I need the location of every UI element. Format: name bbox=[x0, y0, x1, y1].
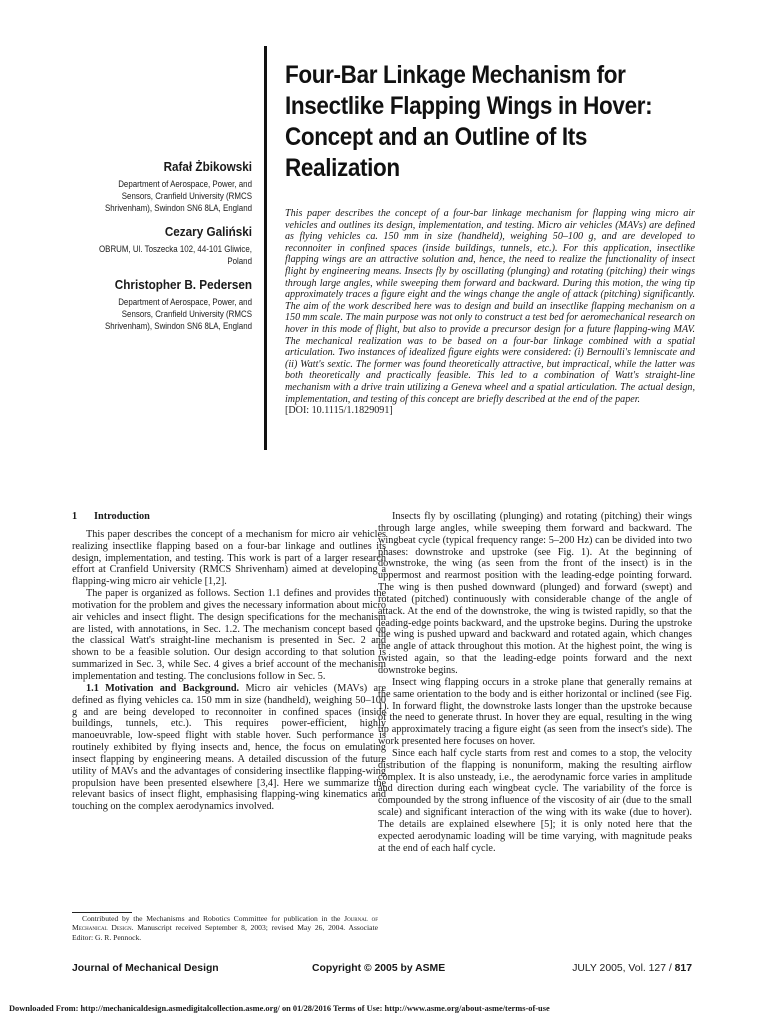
section-heading bbox=[72, 511, 386, 523]
body-column-left bbox=[72, 511, 386, 813]
body-paragraph: This paper describes the concept of a mechanism for micro air vehicles realizing insectlike flapping based on a four-bar linkage and outlines its design, implementation, and testing. This work is part of a larger research effort at Cranfield University (RMCS Shrivenham) aimed at developing a flapping-wing micro air vehicle [1,2]. bbox=[72, 528, 386, 588]
author-name: Rafał Żbikowski bbox=[163, 159, 252, 174]
subsection-paragraph bbox=[72, 683, 386, 813]
body-paragraph: Since each half cycle starts from rest and comes to a stop, the velocity distribution of the flapping is nonuniform, making the resulting airflow complex. It is also unsteady, i.e., the aerodynamic force varies in amplitude and direction during each wingbeat cycle. The variability of the force is compounded by the strong influence of the viscosity of air (due to the small scale) and significant interaction of the wing with its wake (due to hover). The details are explained elsewhere [5]; it is only noted here that the expected aerodynamic loading will be time varying, with magnitude peaks at the end of each half cycle. bbox=[378, 747, 692, 854]
author-entry bbox=[72, 158, 252, 214]
body-paragraph: The paper is organized as follows. Section 1.1 defines and provides the motivation for the problem and gives the necessary information about micro air vehicles and insect flight. The design specifications for the mechanism are listed, with annotations, in Sec. 1.2. The mechanism concept based on the classical Watt's straight-line mechanism is presented in Sec. 2 and shown to be a feasible solution. Our design according to that solution is summarized in Sec. 3, while Sec. 4 gives a brief account of the mechanism implementation and testing. The conclusions follow in Sec. 5. bbox=[72, 588, 386, 682]
author-affiliation: OBRUM, Ul. Toszecka 102, 44-101 Gliwice, Poland bbox=[99, 244, 252, 266]
body-column-right bbox=[378, 511, 692, 854]
download-notice: Downloaded From: http://mechanicaldesign.asmedigitalcollection.asme.org/ on 01/28/2016 Terms of Use: http://www.asme.org/about-asme/terms-of-use bbox=[9, 1004, 550, 1013]
page-number: 817 bbox=[674, 963, 692, 974]
footnote-text: Contributed by the Mechanisms and Robotics Committee for publication in the bbox=[82, 914, 345, 923]
footnote-text-end: . Manuscript received September 8, 2003; revised May 26, 2004. Associate Editor: G. R. Pennock. bbox=[72, 923, 378, 942]
footnote-rule bbox=[72, 912, 132, 913]
author-block bbox=[72, 158, 252, 341]
abstract-text: This paper describes the concept of a four-bar linkage mechanism for flapping wing micro air vehicles and outlines its design, implementation, and testing. Micro air vehicles (MAVs) are defined as flying vehicles ca. 150 mm in size (handheld), weighing 50–100 g, and are developed to reconnoiter in confined spaces (inside buildings, tunnels, etc.). For this application, insectlike flapping wings are an attractive solution and, hence, the need to realize the functionality of insect flight by engineering means. Insects fly by oscillating (plunging) and rotating (pitching) their wings through large angles, while sweeping them forward and backward. During this motion, the wing tip approximately traces a figure eight and the wings change the angle of attack (pitching) significantly. The aim of the work described here was to design and build an insectlike flapping mechanism on a 150 mm scale. The main purpose was not only to construct a test bed for aeromechanical research on hover in this mode of flight, but also to provide a precursor design for a future flapping-wing MAV. The mechanical realization was to be based on a four-bar linkage combined with a spatial articulation. Two instances of idealized figure eights were considered: (i) Bernoulli's lemniscate and (ii) Watt's sextic. The former was found theoretically attractive, but impractical, while the latter was both theoretically and practically feasible. This led to a combination of Watt's straight-line mechanism with a drive train utilizing a Geneva wheel and a spatial articulation. The actual design, implementation, and testing of this concept are briefly described at the end of the paper. bbox=[285, 208, 695, 405]
section-number: 1 bbox=[72, 511, 78, 522]
section-title: Introduction bbox=[94, 511, 150, 522]
paper-title: Four-Bar Linkage Mechanism for Insectlike Flapping Wings in Hover: Concept and an Outline of Its Realization bbox=[285, 61, 653, 182]
author-entry bbox=[72, 223, 252, 267]
body-paragraph: Insects fly by oscillating (plunging) and rotating (pitching) their wings through large angles, while sweeping them forward and backward. The wingbeat cycle (typical frequency range: 5–200 Hz) can be divided into two phases: downstroke and upstroke (see Fig. 1). At the beginning of downstroke, the wing (as seen from the front of the insect) is in the uppermost and rearmost position with the leading-edge pointing forward. The wing is then pushed downward (plunged) and forward (swept) and rotated (pitched) continuously with considerable change of the angle of attack. At the end of the downstroke, the wing is twisted rapidly, so that the leading-edge points backward, and the upstroke begins. During the upstroke the wing is pushed upward and backward and rotated again, which changes the angle of attack throughout this motion. At the highest point, the wing is twisted again, so that the leading-edge points forward and the next downstroke begins. bbox=[378, 511, 692, 676]
abstract bbox=[285, 208, 695, 417]
body-paragraph: Insect wing flapping occurs in a stroke plane that generally remains at the same orientation to the body and is either horizontal or inclined (see Fig. 1). In forward flight, the downstroke lasts longer than the upstroke because of the need to generate thrust. In hover they are equal, resulting in the wing tip approximately tracing a figure eight (as seen from the insect's side). The work presented here focuses on hover. bbox=[378, 676, 692, 748]
author-affiliation: Department of Aerospace, Power, and Sensors, Cranfield University (RMCS Shrivenham), Swindon SN6 8LA, England bbox=[105, 179, 253, 213]
footnote-journal: Journal of Mechanical Design bbox=[72, 914, 378, 933]
doi: [DOI: 10.1115/1.1829091] bbox=[285, 405, 393, 417]
author-name: Cezary Galiński bbox=[164, 224, 252, 239]
author-name: Christopher B. Pedersen bbox=[114, 277, 253, 292]
footer-copyright: Copyright © 2005 by ASME bbox=[312, 963, 446, 974]
footnote bbox=[72, 914, 378, 942]
footer-issue bbox=[572, 963, 692, 974]
author-entry bbox=[72, 276, 252, 332]
page-footer bbox=[72, 963, 692, 977]
footer-volume: JULY 2005, Vol. 127 / bbox=[572, 963, 675, 974]
footer-journal: Journal of Mechanical Design bbox=[72, 963, 219, 974]
title-rule bbox=[264, 46, 267, 450]
subsection-text: Micro air vehicles (MAVs) are defined as flying vehicles ca. 150 mm in size (handheld), weighing 50–100 g and are being developed to reconnoiter in confined spaces (inside buildings, tunnels, etc.). This requires power-efficient, highly manoeuvrable, low-speed flight with stable hover. Such performance is routinely exhibited by flying insects and, hence, the focus on emulating insect flapping by engineering means. A detailed discussion of the future utility of MAVs and the advantages of considering insectlike flapping-wing propulsion have been presented elsewhere [3,4]. Here we summarize the relevant basics of insect flight, emphasising flapping-wing kinematics and touching on the complex aerodynamics involved. bbox=[72, 682, 387, 813]
subsection-heading: 1.1 Motivation and Background. bbox=[86, 682, 240, 694]
author-affiliation: Department of Aerospace, Power, and Sensors, Cranfield University (RMCS Shrivenham), Swindon SN6 8LA, England bbox=[105, 297, 253, 331]
